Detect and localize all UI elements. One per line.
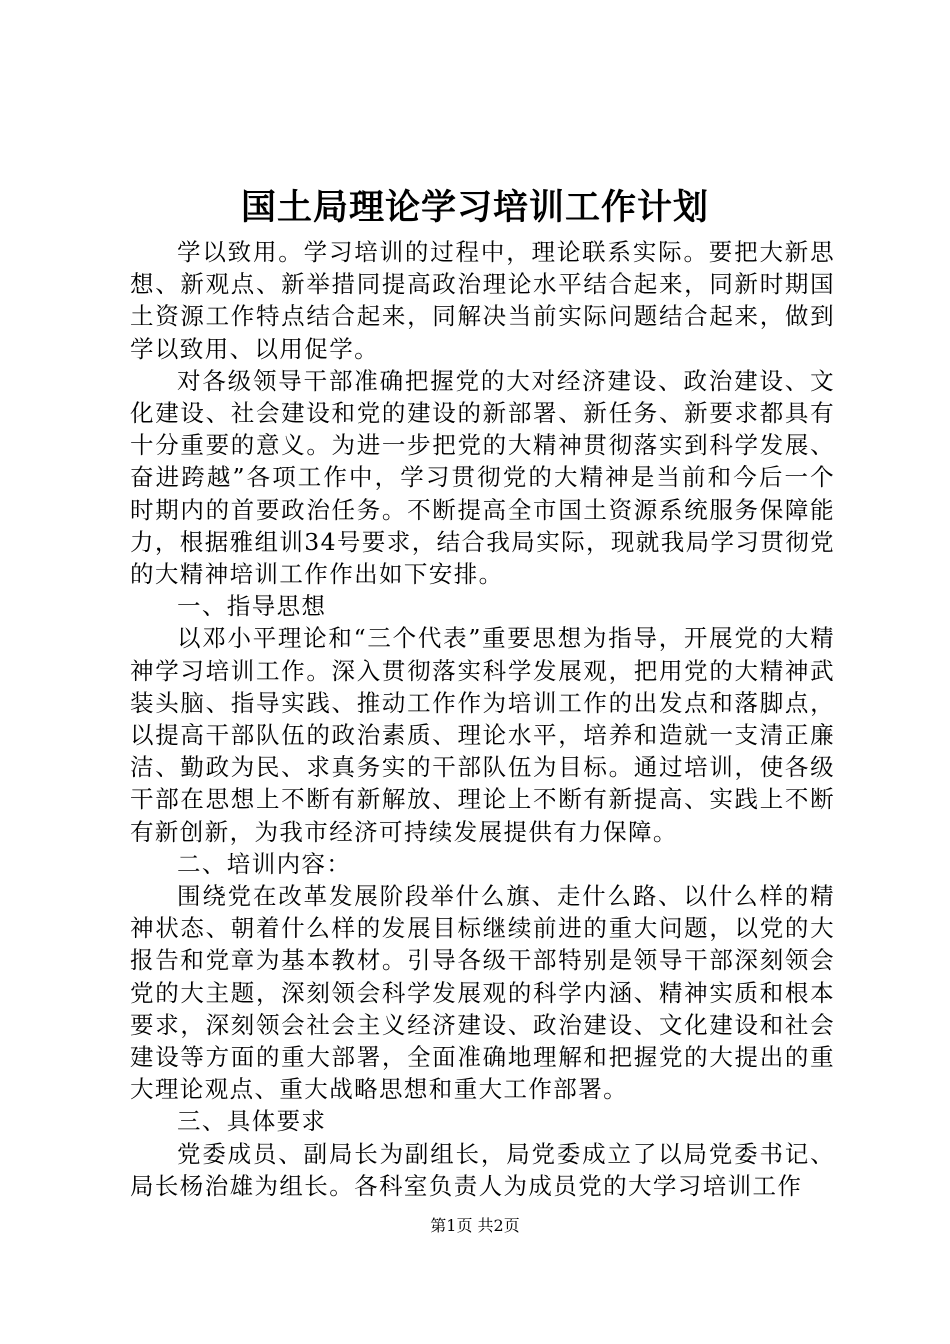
intro-paragraph-1: 学以致用。学习培训的过程中，理论联系实际。要把大新思想、新观点、新举措同提高政治理论水平结合起来，同新时期国土资源工作特点结合起来，同解决当前实际问题结合起来，做到学以致用、以用促学。 xyxy=(130,238,835,363)
document-body xyxy=(130,236,835,1202)
intro-paragraph-2: 对各级领导干部准确把握党的大对经济建设、政治建设、文化建设、社会建设和党的建设的新部署、新任务、新要求都具有十分重要的意义。为进一步把党的大精神贯彻落实到科学发展、奋进跨越”各项工作中，学习贯彻党的大精神是当前和今后一个时期内的首要政治任务。不断提高全市国土资源系统服务保障能力，根据雅组训34号要求，结合我局实际，现就我局学习贯彻党的大精神培训工作作出如下安排。 xyxy=(130,366,836,589)
section-text-guiding-thought: 以邓小平理论和“三个代表”重要思想为指导，开展党的大精神学习培训工作。深入贯彻落实科学发展观，把用党的大精神武装头脑、指导实践、推动工作作为培训工作的出发点和落脚点，以提高干部队伍的政治素质、理论水平，培养和造就一支清正廉洁、勤政为民、求真务实的干部队伍为目标。通过培训，使各级干部在思想上不断有新解放、理论上不断有新提高、实践上不断有新创新，为我市经济可持续发展提供有力保障。 xyxy=(130,624,835,846)
document-title: 国土局理论学习培训工作计划 xyxy=(240,187,709,228)
section-heading-guiding-thought: 一、指导思想 xyxy=(177,592,327,621)
section-text-requirements: 党委成员、副局长为副组长，局党委成立了以局党委书记、局长杨治雄为组长。各科室负责人为成员党的大学习培训工作 xyxy=(130,1139,835,1200)
section-text-training-content: 围绕党在改革发展阶段举什么旗、走什么路、以什么样的精神状态、朝着什么样的发展目标继续前进的重大问题，以党的大报告和党章为基本教材。引导各级干部特别是领导干部深刻领会党的大主题，深刻领会科学发展观的科学内涵、精神实质和根本要求，深刻领会社会主义经济建设、政治建设、文化建设和社会建设等方面的重大部署，全面准确地理解和把握党的大提出的重大理论观点、重大战略思想和重大工作部署。 xyxy=(130,882,835,1104)
section-heading-training-content: 二、培训内容： xyxy=(177,849,352,878)
page-number-footer: 第1页 共2页 xyxy=(430,1216,520,1235)
section-heading-requirements: 三、具体要求 xyxy=(177,1107,327,1136)
